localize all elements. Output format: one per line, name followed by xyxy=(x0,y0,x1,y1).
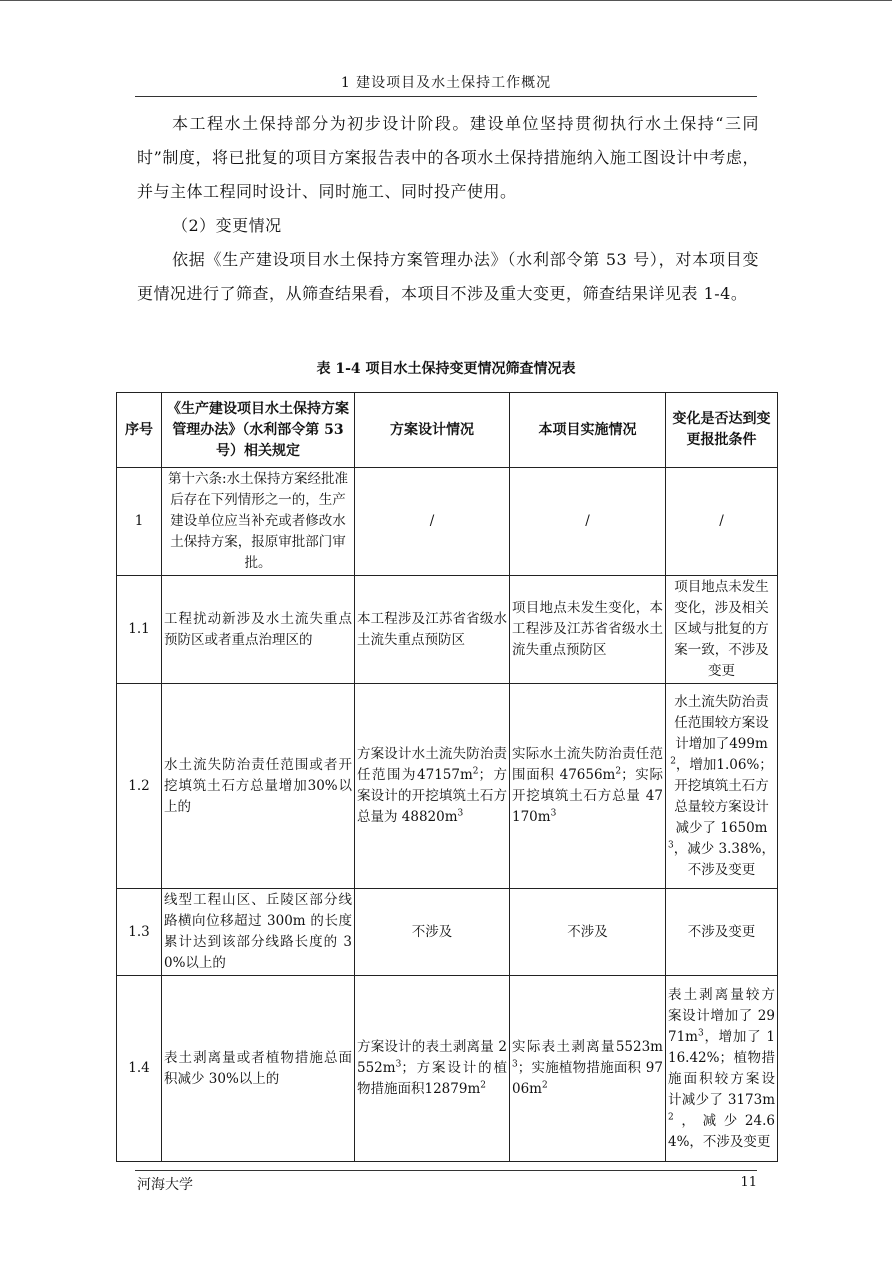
change-text-c: ，减少 3.38%，不涉及变更 xyxy=(673,840,775,878)
header-rule: 《生产建设项目水土保持方案管理办法》（水利部令第 53 号）相关规定 xyxy=(162,393,355,468)
unit-superscript: 3 xyxy=(550,808,557,819)
table-row xyxy=(117,576,778,684)
row-seq: 1.3 xyxy=(117,889,162,976)
section-heading-text: （2）变更情况 xyxy=(172,216,282,235)
row-seq: 1.4 xyxy=(117,976,162,1162)
actual-text-a: 实际表土剥离量5523m xyxy=(512,1039,663,1055)
table-header-row xyxy=(117,393,778,468)
change-text-c: ，减少24.64%，不涉及变更 xyxy=(668,1112,775,1150)
page-top-border xyxy=(0,0,892,1)
unit-superscript: 2 xyxy=(480,1080,486,1091)
unit-superscript: 3 xyxy=(668,840,674,850)
change-text-a: 表土剥离量较方案设计增加了 2971m xyxy=(668,986,775,1045)
unit-superscript: 2 xyxy=(668,1112,674,1122)
section-heading xyxy=(137,209,759,243)
plan-text-b: ；方案设计的开挖填筑土石方总量为 48820m xyxy=(357,767,508,825)
unit-superscript: 2 xyxy=(615,766,622,777)
header-seq: 序号 xyxy=(117,393,162,468)
row-seq: 1.1 xyxy=(117,576,162,684)
change-text-b: ，增加了 116.42%；植物措施面积较方案设计减少了 3173m xyxy=(668,1028,775,1108)
header-change: 变化是否达到变更报批条件 xyxy=(666,393,778,468)
paragraph-text: 依据《生产建设项目水土保持方案管理办法》（水利部令第 53 号），对本项目变更情况进行了筛查，从筛查结果看，本项目不涉及重大变更，筛查结果详见表 1-4。 xyxy=(137,250,759,303)
header-plan: 方案设计情况 xyxy=(355,393,510,468)
footer-institution: 河海大学 xyxy=(137,1177,193,1193)
table-caption: 表 1-4 项目水土保持变更情况筛查情况表 xyxy=(316,361,576,377)
header-rule xyxy=(135,96,757,97)
row-actual: 项目地点未发生变化，本工程涉及江苏省省级水土流失重点预防区 xyxy=(510,576,666,684)
row-change xyxy=(666,976,778,1162)
actual-text-a: 实际水土流失防治责任范围面积 47656m xyxy=(512,746,663,783)
unit-superscript: 2 xyxy=(541,1080,548,1091)
plan-text-b: ；方案设计的植物措施面积12879m xyxy=(357,1060,507,1097)
row-actual: / xyxy=(510,468,666,576)
row-actual xyxy=(510,684,666,889)
table-row xyxy=(117,684,778,889)
table-row xyxy=(117,889,778,976)
body-paragraph-2 xyxy=(137,243,759,311)
unit-superscript: 3 xyxy=(395,1059,402,1070)
running-header: 1 建设项目及水土保持工作概况 xyxy=(340,75,552,91)
row-change: 项目地点未发生变化，涉及相关区域与批复的方案一致，不涉及变更 xyxy=(666,576,778,684)
row-seq: 1.2 xyxy=(117,684,162,889)
unit-superscript: 3 xyxy=(512,1059,518,1070)
unit-superscript: 3 xyxy=(697,1028,704,1038)
row-plan: 不涉及 xyxy=(355,889,510,976)
row-seq: 1 xyxy=(117,468,162,576)
row-change xyxy=(666,684,778,889)
row-plan xyxy=(355,684,510,889)
page-number: 11 xyxy=(740,1175,757,1190)
body-paragraph-1 xyxy=(137,107,759,209)
row-actual: 不涉及 xyxy=(510,889,666,976)
row-rule: 水土流失防治责任范围或者开挖填筑土石方总量增加30%以上的 xyxy=(162,684,355,889)
row-change: / xyxy=(666,468,778,576)
change-text-a: 水土流失防治责任范围较方案设计增加了499m xyxy=(674,693,769,752)
footer-rule xyxy=(135,1170,757,1171)
header-actual: 本项目实施情况 xyxy=(510,393,666,468)
table-row xyxy=(117,468,778,576)
row-change: 不涉及变更 xyxy=(666,889,778,976)
unit-superscript: 2 xyxy=(670,756,676,766)
table-row xyxy=(117,976,778,1162)
actual-text-b: ；实施植物措施面积 9706m xyxy=(512,1060,663,1097)
row-plan: 本工程涉及江苏省省级水土流失重点预防区 xyxy=(355,576,510,684)
change-text-b: ，增加1.06%；开挖填筑土石方总量较方案设计减少了 1650m xyxy=(674,756,773,836)
actual-text-b: ；实际开挖填筑土石方总量 47170m xyxy=(512,767,663,825)
row-plan xyxy=(355,976,510,1162)
row-actual xyxy=(510,976,666,1162)
screening-table xyxy=(116,392,778,1162)
paragraph-text: 本工程水土保持部分为初步设计阶段。建设单位坚持贯彻执行水土保持“三同时”制度，将已批复的项目方案报告表中的各项水土保持措施纳入施工图设计中考虑，并与主体工程同时设计、同时施工、同时投产使用。 xyxy=(137,114,759,201)
plan-text-a: 方案设计水土流失防治责任范围为47157m xyxy=(357,746,507,783)
row-rule: 线型工程山区、丘陵区部分线路横向位移超过 300m 的长度累计达到该部分线路长度的 30%以上的 xyxy=(162,889,355,976)
row-rule: 工程扰动新涉及水土流失重点预防区或者重点治理区的 xyxy=(162,576,355,684)
row-plan: / xyxy=(355,468,510,576)
plan-text-a: 方案设计的表土剥离量 2552m xyxy=(357,1039,507,1076)
unit-superscript: 2 xyxy=(472,766,479,777)
unit-superscript: 3 xyxy=(457,808,464,819)
row-rule: 表土剥离量或者植物措施总面积减少 30%以上的 xyxy=(162,976,355,1162)
row-rule: 第十六条:水土保持方案经批准后存在下列情形之一的，生产建设单位应当补充或者修改水土保持方案，报原审批部门审批。 xyxy=(162,468,355,576)
